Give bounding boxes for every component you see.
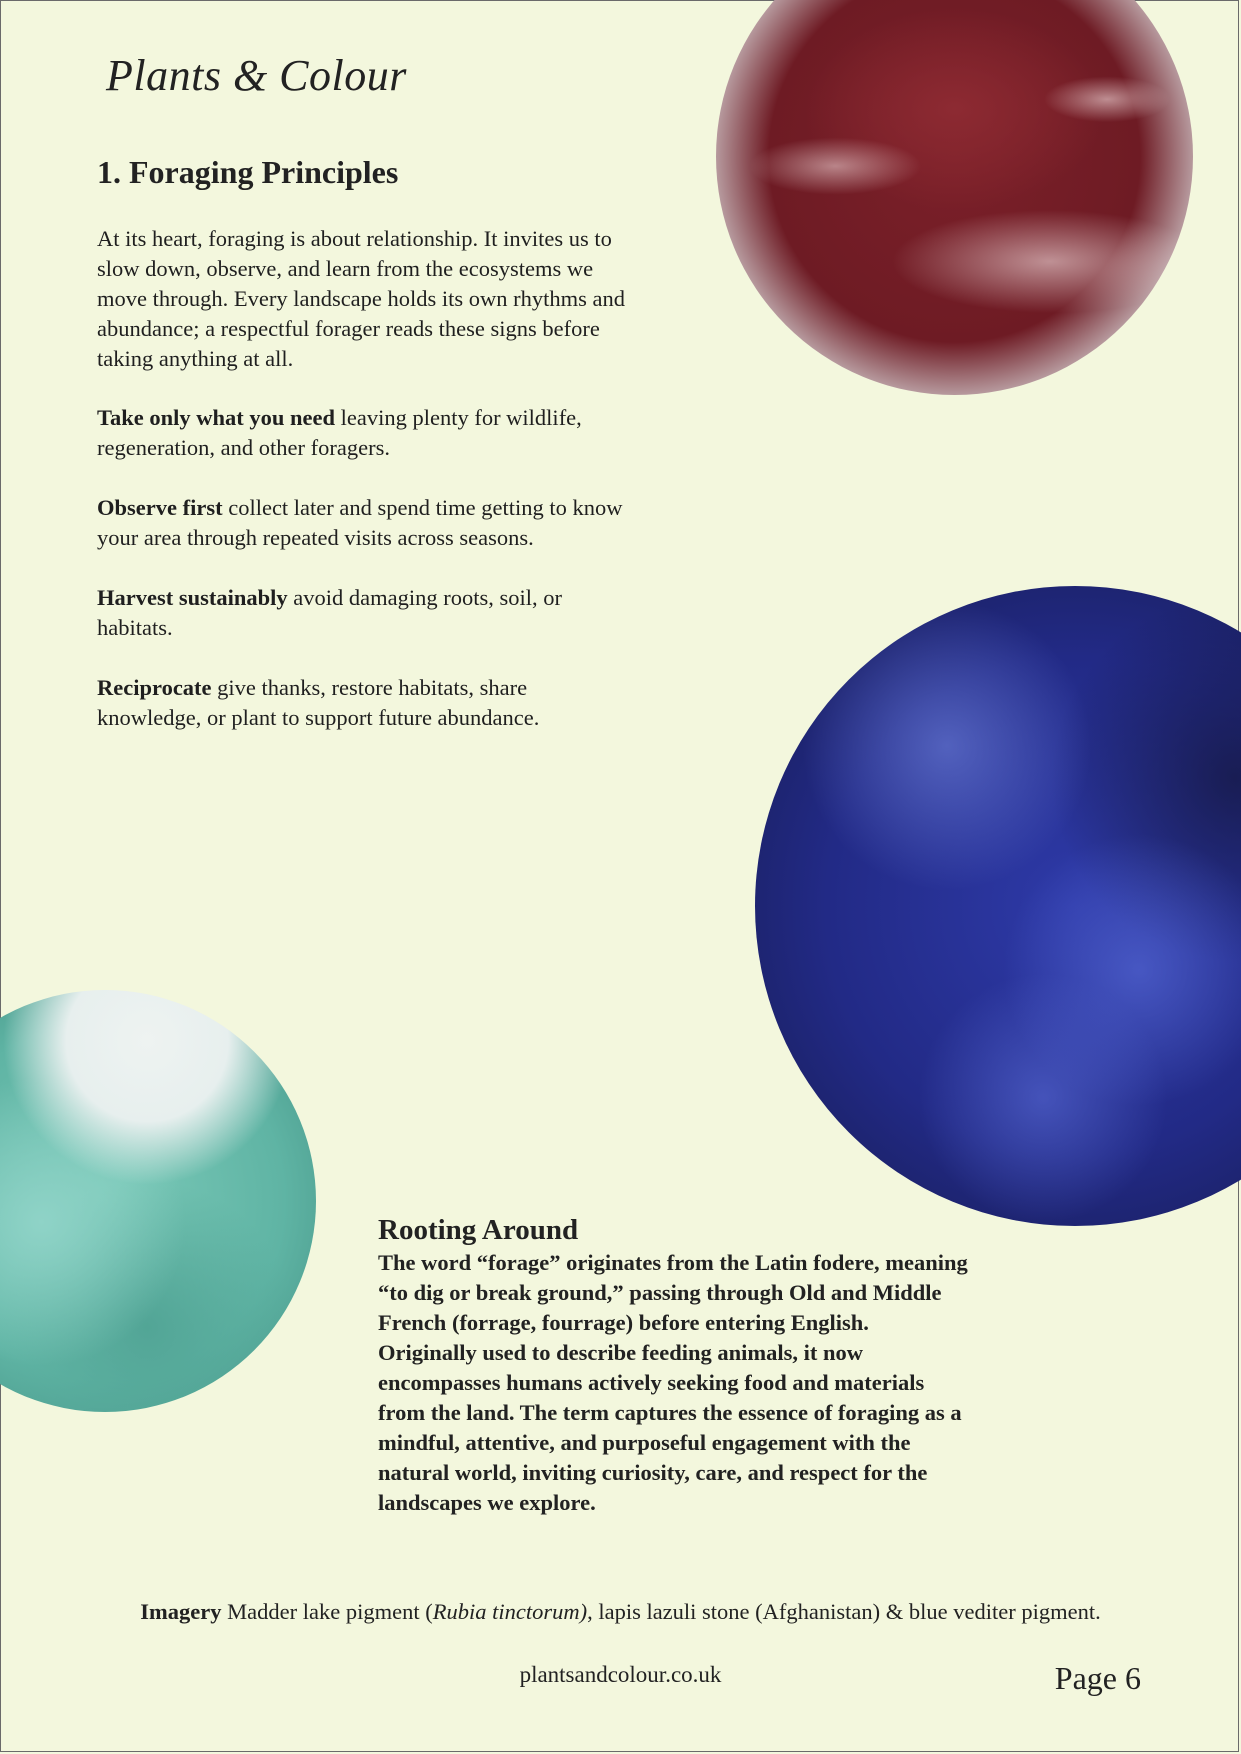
principle-item xyxy=(97,493,637,553)
principle-lead: Harvest sustainably xyxy=(97,585,288,610)
website-link[interactable]: plantsandcolour.co.uk xyxy=(519,1662,722,1687)
principle-item xyxy=(97,583,637,643)
blue-vediter-image xyxy=(0,990,316,1412)
lapis-lazuli-image xyxy=(755,586,1241,1226)
principle-text: avoid damaging roots, soil, or habitats. xyxy=(97,585,562,640)
principle-text: leaving plenty for wildlife, regeneration, and other foragers. xyxy=(97,405,582,460)
brand-title: Plants & Colour xyxy=(106,51,407,100)
principle-text: collect later and spend time getting to know your area through repeated visits across seasons. xyxy=(97,495,623,550)
imagery-pre: Madder lake pigment ( xyxy=(221,1599,433,1624)
imagery-caption xyxy=(0,1599,1241,1625)
aside-body: The word “forage” originates from the Latin fodere, meaning “to dig or break ground,” passing through Old and Middle French (forrage, fourrage) before entering English. Originally used to describe feeding animals, it now encompasses humans actively seeking food and materials from the land. The term captures the essence of foraging as a mindful, attentive, and purposeful engagement with the natural world, inviting curiosity, care, and respect for the landscapes we explore. xyxy=(378,1250,968,1515)
principle-text: give thanks, restore habitats, share knowledge, or plant to support future abundance. xyxy=(97,675,540,730)
principle-lead: Reciprocate xyxy=(97,675,212,700)
principle-item xyxy=(97,673,637,733)
principle-lead: Observe first xyxy=(97,495,223,520)
imagery-label: Imagery xyxy=(140,1599,222,1624)
principle-item xyxy=(97,403,637,463)
imagery-post: , lapis lazuli stone (Afghanistan) & blue vediter pigment. xyxy=(587,1599,1101,1624)
imagery-latin: Rubia tinctorum) xyxy=(432,1599,588,1624)
section-title: 1. Foraging Principles xyxy=(97,154,399,190)
madder-pigment-image xyxy=(716,0,1193,395)
intro-paragraph: At its heart, foraging is about relationship. It invites us to slow down, observe, and learn from the ecosystems we move through. Every landscape holds its own rhythms and abundance; a respectful forager reads these signs before taking anything at all. xyxy=(97,226,626,371)
principle-lead: Take only what you need xyxy=(97,405,335,430)
aside-title: Rooting Around xyxy=(378,1214,579,1246)
page-number: Page 6 xyxy=(1054,1660,1141,1696)
